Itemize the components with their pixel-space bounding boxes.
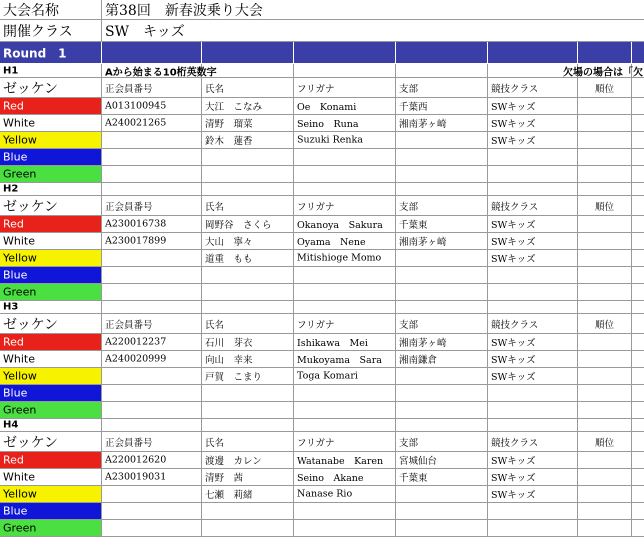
column-header-name: 氏名 <box>205 319 225 331</box>
class-cell: SWキッズ <box>491 254 536 265</box>
member-number-cell: A240021265 <box>105 117 167 129</box>
column-header-name: 氏名 <box>205 437 225 449</box>
bib-color-blue: Blue <box>3 268 28 282</box>
furigana-cell: Okanoya Sakura <box>297 220 383 231</box>
class-cell: SWキッズ <box>491 473 536 484</box>
class-cell: SWキッズ <box>491 136 536 147</box>
column-header-branch: 支部 <box>399 319 419 331</box>
member-number-cell: A220012237 <box>105 336 167 348</box>
branch-cell: 千葉西 <box>399 102 428 113</box>
heat-2-column-header <box>0 196 644 216</box>
branch-cell: 千葉東 <box>399 220 428 231</box>
bib-color-green: Green <box>3 167 37 181</box>
member-id-note: Aから始まる10桁英数字 <box>105 67 217 78</box>
furigana-cell: Seino Akane <box>297 473 364 484</box>
bib-color-white: White <box>3 470 35 484</box>
member-number-cell: A240020999 <box>105 353 167 365</box>
column-header-branch: 支部 <box>399 83 419 95</box>
heat-3-column-header <box>0 314 644 334</box>
column-header-competition-class: 競技クラス <box>491 319 539 331</box>
column-header-name: 氏名 <box>205 83 225 95</box>
member-number-cell: A230017899 <box>105 235 167 247</box>
class-cell: SWキッズ <box>491 220 536 231</box>
heat-2-label-row <box>0 182 644 196</box>
branch-cell: 千葉東 <box>399 473 428 484</box>
athlete-name-cell: 岡野谷 さくら <box>205 220 272 231</box>
column-header-bib: ゼッケン <box>3 434 59 451</box>
athlete-name-cell: 大江 こなみ <box>205 102 263 113</box>
athlete-name-cell: 清野 茜 <box>205 473 244 484</box>
branch-cell: 湘南茅ヶ崎 <box>399 338 447 349</box>
table-row <box>0 115 644 132</box>
heat-1-label-row <box>0 64 644 78</box>
bib-color-yellow: Yellow <box>3 251 37 265</box>
column-header-furigana: フリガナ <box>297 83 335 95</box>
column-header-competition-class: 競技クラス <box>491 83 539 95</box>
class-cell: SWキッズ <box>491 355 536 366</box>
furigana-cell: Oe Konami <box>297 102 357 113</box>
table-row <box>0 520 644 537</box>
column-header-competition-class: 競技クラス <box>491 201 539 213</box>
heat-4-column-header <box>0 432 644 452</box>
table-row <box>0 284 644 301</box>
column-header-furigana: フリガナ <box>297 201 335 213</box>
table-row <box>0 149 644 166</box>
athlete-name-cell: 鈴木 蓮香 <box>205 136 253 147</box>
bib-color-red: Red <box>3 99 24 113</box>
bib-color-blue: Blue <box>3 150 28 164</box>
class-cell: SWキッズ <box>491 237 536 248</box>
heat-3-label-row <box>0 300 644 314</box>
furigana-cell: Ishikawa Mei <box>297 338 368 349</box>
column-header-bib: ゼッケン <box>3 80 59 97</box>
event-class-value: SW キッズ <box>105 23 185 40</box>
column-header-member-no: 正会員番号 <box>105 201 153 213</box>
table-row <box>0 216 644 233</box>
absence-note: 欠場の場合は「欠 <box>563 67 643 79</box>
furigana-cell: Mukoyama Sara <box>297 355 382 366</box>
column-header-bib: ゼッケン <box>3 316 59 333</box>
round-header <box>0 42 644 64</box>
bib-color-yellow: Yellow <box>3 369 37 383</box>
column-header-branch: 支部 <box>399 437 419 449</box>
table-row <box>0 132 644 149</box>
heat-4-label: H4 <box>3 419 19 430</box>
bib-color-green: Green <box>3 285 37 299</box>
member-number-cell: A230016738 <box>105 218 167 230</box>
table-row <box>0 469 644 486</box>
bib-color-green: Green <box>3 521 37 535</box>
class-cell: SWキッズ <box>491 119 536 130</box>
table-row <box>0 368 644 385</box>
heat-1-label: H1 <box>3 65 19 76</box>
table-row <box>0 334 644 351</box>
bib-color-red: Red <box>3 335 24 349</box>
heat-3-label: H3 <box>3 301 19 312</box>
bib-color-blue: Blue <box>3 386 28 400</box>
athlete-name-cell: 道重 もも <box>205 254 253 265</box>
bib-color-yellow: Yellow <box>3 133 37 147</box>
athlete-name-cell: 戸賀 こまり <box>205 372 263 383</box>
furigana-cell: Oyama Nene <box>297 237 366 248</box>
column-header-furigana: フリガナ <box>297 437 335 449</box>
table-row <box>0 452 644 469</box>
member-number-cell: A230019031 <box>105 471 167 483</box>
athlete-name-cell: 石川 芽衣 <box>205 338 253 349</box>
bib-color-yellow: Yellow <box>3 487 37 501</box>
column-header-member-no: 正会員番号 <box>105 83 153 95</box>
class-cell: SWキッズ <box>491 372 536 383</box>
table-row <box>0 351 644 368</box>
table-row <box>0 267 644 284</box>
bib-color-red: Red <box>3 453 24 467</box>
member-number-cell: A013100945 <box>105 100 167 112</box>
event-name-row <box>0 0 644 20</box>
athlete-name-cell: 向山 幸来 <box>205 355 253 366</box>
furigana-cell: Watanabe Karen <box>297 456 384 467</box>
column-header-competition-class: 競技クラス <box>491 437 539 449</box>
branch-cell: 湘南鎌倉 <box>399 355 438 366</box>
athlete-name-cell: 清野 瑠菜 <box>205 119 253 130</box>
heat-4-label-row <box>0 418 644 432</box>
column-header-branch: 支部 <box>399 201 419 213</box>
bib-color-white: White <box>3 116 35 130</box>
table-row <box>0 385 644 402</box>
bib-color-red: Red <box>3 217 24 231</box>
round-label: Round 1 <box>3 46 67 60</box>
table-row <box>0 166 644 183</box>
column-header-member-no: 正会員番号 <box>105 437 153 449</box>
athlete-name-cell: 七瀬 莉緒 <box>205 490 253 501</box>
branch-cell: 湘南茅ヶ崎 <box>399 237 447 248</box>
furigana-cell: Toga Komari <box>297 370 358 382</box>
furigana-cell: Nanase Rio <box>297 488 353 500</box>
bib-color-white: White <box>3 234 35 248</box>
column-header-furigana: フリガナ <box>297 319 335 331</box>
class-cell: SWキッズ <box>491 338 536 349</box>
heat-1-column-header <box>0 78 644 98</box>
table-row <box>0 486 644 503</box>
column-header-bib: ゼッケン <box>3 198 59 215</box>
athlete-name-cell: 渡邊 カレン <box>205 456 262 467</box>
bib-color-white: White <box>3 352 35 366</box>
branch-cell: 宮城仙台 <box>399 456 438 467</box>
bib-color-green: Green <box>3 403 37 417</box>
table-row <box>0 503 644 520</box>
column-header-rank: 順位 <box>594 201 615 213</box>
furigana-cell: Mitishioge Momo <box>297 252 382 264</box>
event-class-label: 開催クラス <box>3 23 73 40</box>
athlete-name-cell: 大山 寧々 <box>205 237 253 248</box>
column-header-rank: 順位 <box>594 437 615 449</box>
furigana-cell: Seino Runa <box>297 119 359 130</box>
table-row <box>0 233 644 250</box>
event-name-label: 大会名称 <box>3 2 59 19</box>
furigana-cell: Suzuki Renka <box>297 134 363 146</box>
column-header-member-no: 正会員番号 <box>105 319 153 331</box>
column-header-rank: 順位 <box>594 83 615 95</box>
column-header-name: 氏名 <box>205 201 225 213</box>
class-cell: SWキッズ <box>491 490 536 501</box>
event-class-row <box>0 20 644 42</box>
branch-cell: 湘南茅ヶ崎 <box>399 119 447 130</box>
column-header-rank: 順位 <box>594 319 615 331</box>
bib-color-blue: Blue <box>3 504 28 518</box>
table-row <box>0 402 644 419</box>
heat-2-label: H2 <box>3 183 19 194</box>
member-number-cell: A220012620 <box>105 454 167 466</box>
table-row <box>0 250 644 267</box>
event-name-value: 第38回 新春波乗り大会 <box>105 2 263 19</box>
class-cell: SWキッズ <box>491 102 536 113</box>
class-cell: SWキッズ <box>491 456 536 467</box>
table-row <box>0 98 644 115</box>
